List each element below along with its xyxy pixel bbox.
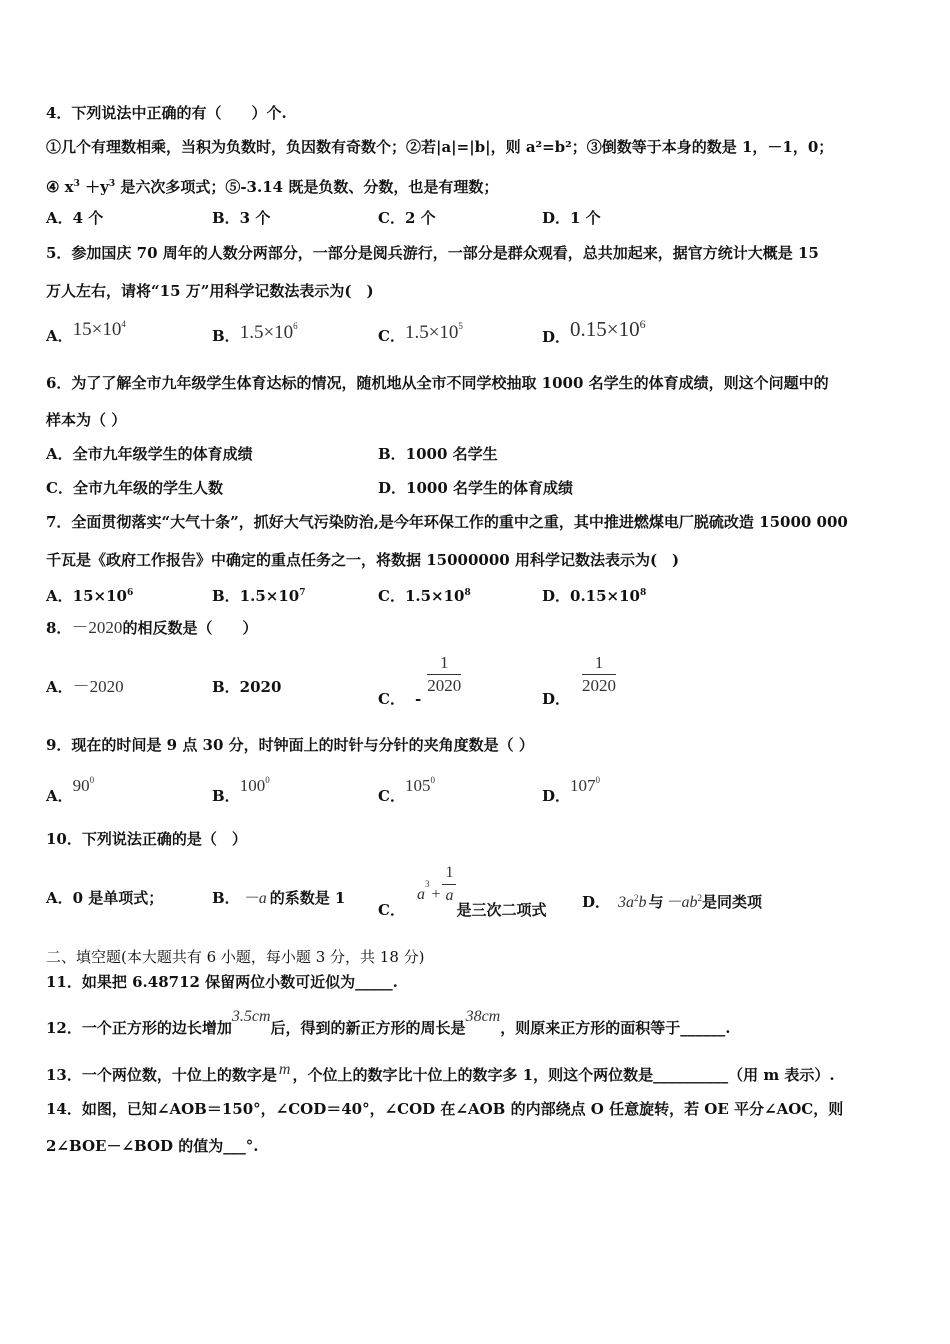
q4-option-d: D．1 个	[542, 209, 601, 227]
q4-line1: ①几个有理数相乘，当积为负数时，负因数有奇数个；②若|a|=|b|，则 a²=b²；③倒数等于本身的数是 1，－1，0；	[46, 138, 834, 156]
q10-option-d: D． $3a^2b$ 与 $-ab^2$是同类项	[582, 893, 763, 911]
q7-line1: 7．全面贯彻落实“大气十条”，抓好大气污染防治,是今年环保工作的重中之重，其中推进燃煤电厂脱硫改造 15000 000	[46, 513, 848, 531]
q5-option-d: D．$0.15\times 10^6$	[542, 317, 646, 346]
q4-option-b: B．3 个	[212, 209, 271, 227]
q8-stem: 8．－2020的相反数是（ ）	[46, 618, 258, 637]
q7-line2: 千瓦是《政府工作报告》中确定的重点任务之一，将数据 15000000 用科学记数法表示为( )	[46, 551, 680, 569]
q8-option-a: A．－2020	[46, 677, 124, 696]
q7-option-d: D．$0.15\times 10^8$	[542, 587, 647, 605]
q9-option-b: B．$100^0$	[212, 775, 270, 805]
q10-option-c: C．$a^3+$ $\frac{1}{a}$ 是三次二项式	[378, 864, 547, 919]
q6-option-c: C．全市九年级的学生人数	[46, 479, 223, 497]
q8-option-c: C． - $\frac{1}{2020}$	[378, 653, 462, 708]
q5-option-b: B．$1.5\times 10^6$	[212, 321, 298, 345]
q7-option-a: A．$15\times 10^6$	[46, 587, 134, 605]
q6-option-b: B．1000 名学生	[378, 445, 498, 463]
q4-stem: 4．下列说法中正确的有（ ）个.	[46, 104, 287, 122]
q6-line1: 6．为了了解全市九年级学生体育达标的情况，随机地从全市不同学校抽取 1000 名学生的体育成绩，则这个问题中的	[46, 374, 829, 392]
q9-option-d: D．$107^0$	[542, 775, 601, 805]
q4-option-c: C．2 个	[378, 209, 436, 227]
q10-option-b: B． －a 的系数是 1	[212, 889, 346, 907]
q5-option-c: C．$1.5\times 10^5$	[378, 321, 463, 345]
q7-option-b: B．$1.5\times 10^7$	[212, 587, 306, 605]
q8-option-b: B．2020	[212, 678, 282, 696]
q14-line1: 14．如图，已知∠AOB＝150°，∠COD＝40°，∠COD 在∠AOB 的内部绕点 O 任意旋转，若 OE 平分∠AOC，则	[46, 1100, 844, 1118]
q6-option-d: D．1000 名学生的体育成绩	[378, 479, 573, 497]
q4-option-a: A．4 个	[46, 209, 104, 227]
q10-stem: 10．下列说法正确的是（ ）	[46, 830, 247, 848]
q7-option-c: C．$1.5\times 10^8$	[378, 587, 471, 605]
q8-option-d: D． $\frac{1}{2020}$	[542, 653, 617, 708]
q11: 11．如果把 6.48712 保留两位小数可近似为_____.	[46, 973, 398, 991]
q9-stem: 9．现在的时间是 9 点 30 分，时钟面上的时针与分针的夹角度数是（ ）	[46, 736, 534, 754]
q9-option-a: A．$90^0$	[46, 775, 95, 805]
q6-option-a: A．全市九年级学生的体育成绩	[46, 445, 253, 463]
q5-line2: 万人左右，请将“15 万”用科学记数法表示为( )	[46, 282, 374, 300]
q5-line1: 5．参加国庆 70 周年的人数分两部分，一部分是阅兵游行，一部分是群众观看，总共加起来，据官方统计大概是 15	[46, 244, 819, 262]
q14-line2: 2∠BOE－∠BOD 的值为___°.	[46, 1137, 259, 1155]
q13: 13．一个两位数，十位上的数字是 m ，个位上的数字比十位上的数字多 1，则这个两位数是__________（用 m 表示）.	[46, 1061, 835, 1084]
q10-option-a: A．0 是单项式；	[46, 889, 164, 907]
section-2-heading: 二、填空题(本大题共有 6 小题，每小题 3 分，共 18 分)	[46, 948, 425, 966]
q6-line2: 样本为（ ）	[46, 411, 127, 429]
q4-line2: ④ $x^3 +y^3$ 是六次多项式；⑤-3.14 既是负数、分数，也是有理数；	[46, 178, 499, 196]
q5-option-a: A．$15\times 10^4$	[46, 319, 126, 345]
q12: 12．一个正方形的边长增加3.5cm后，得到的新正方形的周长是38cm，则原来正方形的面积等于______.	[46, 1008, 731, 1037]
q9-option-c: C．$105^0$	[378, 775, 435, 805]
